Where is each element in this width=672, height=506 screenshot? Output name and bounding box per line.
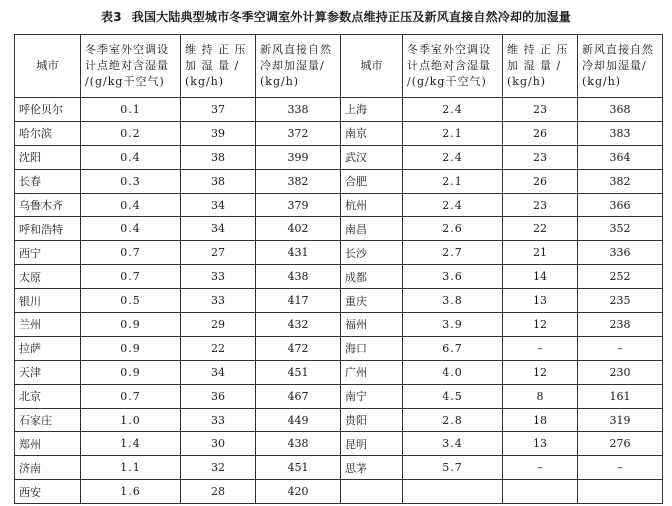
right-positive-cell: 23 [503,193,578,217]
right-city-cell: 合肥 [341,169,403,193]
right-humidity-cell: 3.6 [403,265,503,289]
right-fresh-cell: 336 [578,241,663,265]
right-positive-cell: 23 [503,145,578,169]
left-city-cell: 银川 [15,289,81,313]
left-city-cell: 沈阳 [15,145,81,169]
header-line: 新风直接自然 [582,43,654,56]
table-row [15,456,663,480]
table-row [15,336,663,360]
table-row [15,193,663,217]
right-city-cell: 思茅 [341,456,403,480]
header-line: 冷却加湿量/ [260,59,325,72]
left-city-cell: 石家庄 [15,408,81,432]
right-city-cell [341,480,403,504]
right-fresh-cell: 352 [578,217,663,241]
left-positive-cell: 38 [181,145,256,169]
left-positive-cell: 33 [181,265,256,289]
right-positive-cell: 13 [503,289,578,313]
table-body [15,98,663,504]
left-humidity-cell: 1.4 [81,432,181,456]
header-line: /(g/kg干空气) [407,75,487,88]
right-fresh-cell: 364 [578,145,663,169]
header-line: 加 湿 量 / [507,59,562,72]
left-fresh-cell: 451 [256,360,341,384]
right-positive-cell: 21 [503,241,578,265]
left-fresh-cell: 438 [256,432,341,456]
header-line: 新风直接自然 [260,43,332,56]
left-humidity-cell: 0.1 [81,98,181,122]
left-positive-cell: 38 [181,169,256,193]
left-positive-cell: 37 [181,98,256,122]
table-row [15,408,663,432]
left-humidity-cell: 0.5 [81,289,181,313]
header-line: 加 湿 量 / [185,59,240,72]
right-city-cell: 贵阳 [341,408,403,432]
right-city-cell: 长沙 [341,241,403,265]
right-fresh-cell: 383 [578,121,663,145]
left-humidity-cell: 1.0 [81,408,181,432]
table-title: 我国大陆典型城市冬季空调室外计算参数点维持正压及新风直接自然冷却的加湿量 [131,10,571,24]
right-city-cell: 南昌 [341,217,403,241]
right-city-cell: 成都 [341,265,403,289]
right-city-cell: 杭州 [341,193,403,217]
left-city-cell: 太原 [15,265,81,289]
left-humidity-cell: 1.6 [81,480,181,504]
header-line: (kg/h) [185,75,225,88]
table-row [15,241,663,265]
table-row [15,121,663,145]
header-fresh-right [578,35,663,98]
left-city-cell: 长春 [15,169,81,193]
left-city-cell: 拉萨 [15,336,81,360]
right-positive-cell: 13 [503,432,578,456]
left-positive-cell: 34 [181,360,256,384]
left-fresh-cell: 420 [256,480,341,504]
left-fresh-cell: 379 [256,193,341,217]
left-fresh-cell: 472 [256,336,341,360]
left-positive-cell: 22 [181,336,256,360]
table-row [15,217,663,241]
table-row [15,145,663,169]
left-positive-cell: 27 [181,241,256,265]
left-city-cell: 西安 [15,480,81,504]
left-humidity-cell: 0.9 [81,336,181,360]
header-line: 冬季室外空调设 [407,43,491,56]
right-humidity-cell: 2.7 [403,241,503,265]
header-line: 计点绝对含湿量 [407,59,491,72]
right-fresh-cell: 382 [578,169,663,193]
right-fresh-cell: 276 [578,432,663,456]
left-fresh-cell: 399 [256,145,341,169]
left-city-cell: 乌鲁木齐 [15,193,81,217]
left-city-cell: 哈尔滨 [15,121,81,145]
header-positive-left [181,35,256,98]
left-fresh-cell: 402 [256,217,341,241]
left-fresh-cell: 449 [256,408,341,432]
left-city-cell: 天津 [15,360,81,384]
right-positive-cell: 14 [503,265,578,289]
right-positive-cell: 18 [503,408,578,432]
left-positive-cell: 32 [181,456,256,480]
table-row [15,98,663,122]
right-city-cell: 昆明 [341,432,403,456]
right-fresh-cell: 366 [578,193,663,217]
header-positive-right [503,35,578,98]
table-row [15,289,663,313]
left-fresh-cell: 438 [256,265,341,289]
table-row [15,432,663,456]
right-fresh-cell: 319 [578,408,663,432]
left-fresh-cell: 382 [256,169,341,193]
table-row [15,169,663,193]
right-humidity-cell: 2.1 [403,121,503,145]
left-positive-cell: 33 [181,408,256,432]
right-fresh-cell: 252 [578,265,663,289]
right-city-cell: 南宁 [341,384,403,408]
left-fresh-cell: 417 [256,289,341,313]
right-fresh-cell: 235 [578,289,663,313]
left-positive-cell: 33 [181,289,256,313]
right-humidity-cell: 6.7 [403,336,503,360]
left-positive-cell: 30 [181,432,256,456]
left-humidity-cell: 0.7 [81,241,181,265]
table-row [15,384,663,408]
humidification-table [14,34,663,504]
left-positive-cell: 28 [181,480,256,504]
header-humidity-right [403,35,503,98]
left-humidity-cell: 0.9 [81,313,181,337]
left-humidity-cell: 0.4 [81,193,181,217]
table-caption [0,8,672,25]
right-humidity-cell: 4.0 [403,360,503,384]
right-positive-cell: 26 [503,121,578,145]
left-fresh-cell: 432 [256,313,341,337]
header-line: 维 持 正 压 [185,43,247,56]
left-city-cell: 呼伦贝尔 [15,98,81,122]
right-city-cell: 海口 [341,336,403,360]
left-positive-cell: 39 [181,121,256,145]
table-row [15,360,663,384]
left-city-cell: 济南 [15,456,81,480]
right-humidity-cell: 2.6 [403,217,503,241]
right-positive-cell: 12 [503,360,578,384]
right-humidity-cell: 5.7 [403,456,503,480]
table-row [15,480,663,504]
header-line: 冷却加湿量/ [582,59,647,72]
right-positive-cell: 8 [503,384,578,408]
left-positive-cell: 29 [181,313,256,337]
header-line: (kg/h) [260,75,300,88]
header-line: 冬季室外空调设 [85,43,169,56]
right-humidity-cell [403,480,503,504]
right-fresh-cell: 161 [578,384,663,408]
right-fresh-cell: 368 [578,98,663,122]
left-positive-cell: 34 [181,217,256,241]
left-city-cell: 呼和浩特 [15,217,81,241]
left-humidity-cell: 0.9 [81,360,181,384]
right-city-cell: 福州 [341,313,403,337]
left-humidity-cell: 1.1 [81,456,181,480]
table-number: 表3 [101,10,122,24]
left-city-cell: 北京 [15,384,81,408]
right-fresh-cell: – [578,456,663,480]
right-positive-cell: 26 [503,169,578,193]
right-positive-cell: – [503,456,578,480]
right-city-cell: 广州 [341,360,403,384]
right-positive-cell: 23 [503,98,578,122]
left-positive-cell: 36 [181,384,256,408]
left-humidity-cell: 0.7 [81,384,181,408]
right-humidity-cell: 2.4 [403,145,503,169]
right-humidity-cell: 3.8 [403,289,503,313]
header-line: 计点绝对含湿量 [85,59,169,72]
header-line: (kg/h) [507,75,547,88]
header-fresh-left [256,35,341,98]
left-fresh-cell: 467 [256,384,341,408]
table-row [15,265,663,289]
right-city-cell: 重庆 [341,289,403,313]
right-humidity-cell: 3.9 [403,313,503,337]
left-city-cell: 郑州 [15,432,81,456]
right-fresh-cell [578,480,663,504]
left-humidity-cell: 0.3 [81,169,181,193]
left-humidity-cell: 0.2 [81,121,181,145]
header-line: (kg/h) [582,75,622,88]
right-humidity-cell: 2.4 [403,98,503,122]
left-fresh-cell: 338 [256,98,341,122]
left-humidity-cell: 0.7 [81,265,181,289]
right-humidity-cell: 2.8 [403,408,503,432]
left-city-cell: 兰州 [15,313,81,337]
right-humidity-cell: 3.4 [403,432,503,456]
right-city-cell: 上海 [341,98,403,122]
left-fresh-cell: 431 [256,241,341,265]
right-city-cell: 南京 [341,121,403,145]
header-humidity-left [81,35,181,98]
right-humidity-cell: 2.1 [403,169,503,193]
right-fresh-cell: – [578,336,663,360]
left-city-cell: 西宁 [15,241,81,265]
right-positive-cell: 12 [503,313,578,337]
header-city-right: 城市 [341,35,403,98]
right-humidity-cell: 2.4 [403,193,503,217]
right-fresh-cell: 230 [578,360,663,384]
left-positive-cell: 34 [181,193,256,217]
header-line: 维 持 正 压 [507,43,569,56]
header-city-left: 城市 [15,35,81,98]
right-positive-cell [503,480,578,504]
right-fresh-cell: 238 [578,313,663,337]
table-row [15,313,663,337]
header-line: /(g/kg干空气) [85,75,165,88]
header-row [15,35,663,98]
left-fresh-cell: 372 [256,121,341,145]
right-positive-cell: – [503,336,578,360]
left-humidity-cell: 0.4 [81,217,181,241]
right-positive-cell: 22 [503,217,578,241]
right-city-cell: 武汉 [341,145,403,169]
left-humidity-cell: 0.4 [81,145,181,169]
right-humidity-cell: 4.5 [403,384,503,408]
left-fresh-cell: 451 [256,456,341,480]
